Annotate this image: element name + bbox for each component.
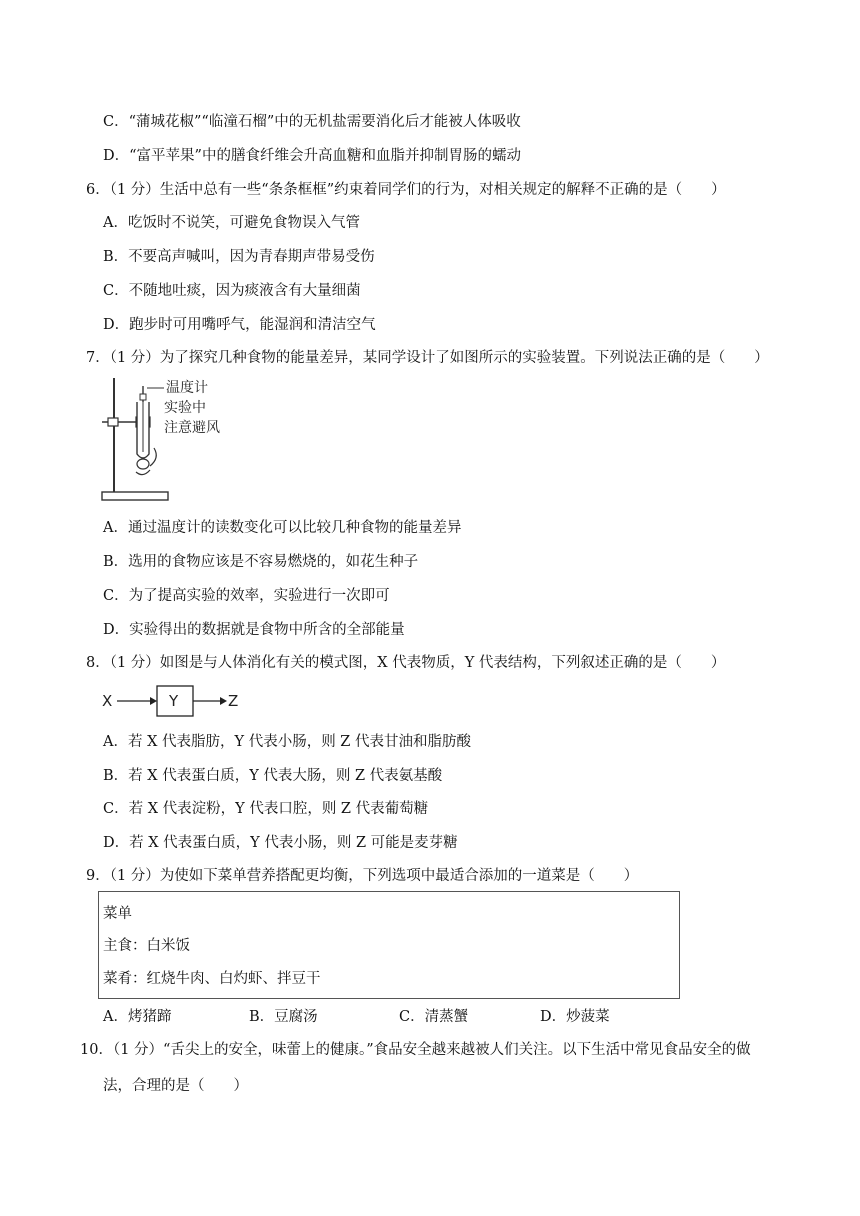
q9-option-c: C．清蒸蟹 (399, 1009, 469, 1025)
q9-option-b: B．豆腐汤 (249, 1009, 318, 1025)
q9-menu-box (98, 891, 680, 999)
q9-option-d: D．炒菠菜 (540, 1009, 610, 1025)
q8-diagram-z: Z (228, 692, 239, 710)
q7-option-d: D．实验得出的数据就是食物中所含的全部能量 (103, 622, 405, 638)
q7-apparatus-figure (98, 372, 238, 504)
q7-option-c: C．为了提高实验的效率，实验进行一次即可 (103, 588, 390, 604)
q7-option-a: A．通过温度计的读数变化可以比较几种食物的能量差异 (103, 520, 462, 536)
q8-stem: 8．（1 分）如图是与人体消化有关的模式图，X 代表物质，Y 代表结构，下列叙述正确的是（ ） (86, 655, 726, 671)
q10-stem-line1: 10．（1 分）“舌尖上的安全，味蕾上的健康。”食品安全越来越被人们关注。以下生活中常见食品安全的做 (80, 1042, 751, 1058)
q6-option-b: B．不要高声喊叫，因为青春期声带易受伤 (103, 249, 375, 265)
q6-stem: 6．（1 分）生活中总有一些“条条框框”约束着同学们的行为，对相关规定的解释不正确的是（ ） (86, 182, 726, 198)
q8-option-d: D．若 X 代表蛋白质，Y 代表小肠，则 Z 可能是麦芽糖 (103, 835, 458, 851)
q8-option-c: C．若 X 代表淀粉，Y 代表口腔，则 Z 代表葡萄糖 (103, 801, 429, 817)
q6-option-a: A．吃饭时不说笑，可避免食物误入气管 (103, 215, 360, 231)
q7-figure-label-during-experiment: 实验中 (164, 400, 206, 416)
q8-diagram-x: X (102, 692, 113, 710)
q10-stem-line2: 法，合理的是（ ） (103, 1078, 248, 1094)
q8-flow-diagram (100, 684, 250, 718)
q6-option-d: D．跑步时可用嘴呼气，能湿润和清洁空气 (103, 317, 376, 333)
q7-stem: 7．（1 分）为了探究几种食物的能量差异，某同学设计了如图所示的实验装置。下列说法正确的是（ ） (86, 350, 769, 366)
q9-stem: 9．（1 分）为使如下菜单营养搭配更均衡，下列选项中最适合添加的一道菜是（ ） (86, 868, 639, 884)
q9-menu-dishes: 菜肴：红烧牛肉、白灼虾、拌豆干 (103, 971, 321, 987)
q9-option-a: A．烤猪蹄 (103, 1009, 172, 1025)
q8-option-a: A．若 X 代表脂肪，Y 代表小肠，则 Z 代表甘油和脂肪酸 (103, 734, 471, 750)
q5-option-c: C．“蒲城花椒”“临潼石榴”中的无机盐需要消化后才能被人体吸收 (103, 114, 521, 130)
q9-menu-title: 菜单 (103, 906, 132, 922)
q7-option-b: B．选用的食物应该是不容易燃烧的，如花生种子 (103, 554, 419, 570)
q7-figure-label-thermometer: 温度计 (166, 380, 208, 396)
q6-option-c: C．不随地吐痰，因为痰液含有大量细菌 (103, 283, 361, 299)
q5-option-d: D．“富平苹果”中的膳食纤维会升高血糖和血脂并抑制胃肠的蠕动 (103, 148, 521, 164)
q8-diagram-y: Y (169, 692, 179, 710)
q8-option-b: B．若 X 代表蛋白质，Y 代表大肠，则 Z 代表氨基酸 (103, 768, 443, 784)
q7-figure-label-avoid-wind: 注意避风 (164, 420, 220, 436)
q9-menu-staple: 主食：白米饭 (103, 938, 190, 954)
